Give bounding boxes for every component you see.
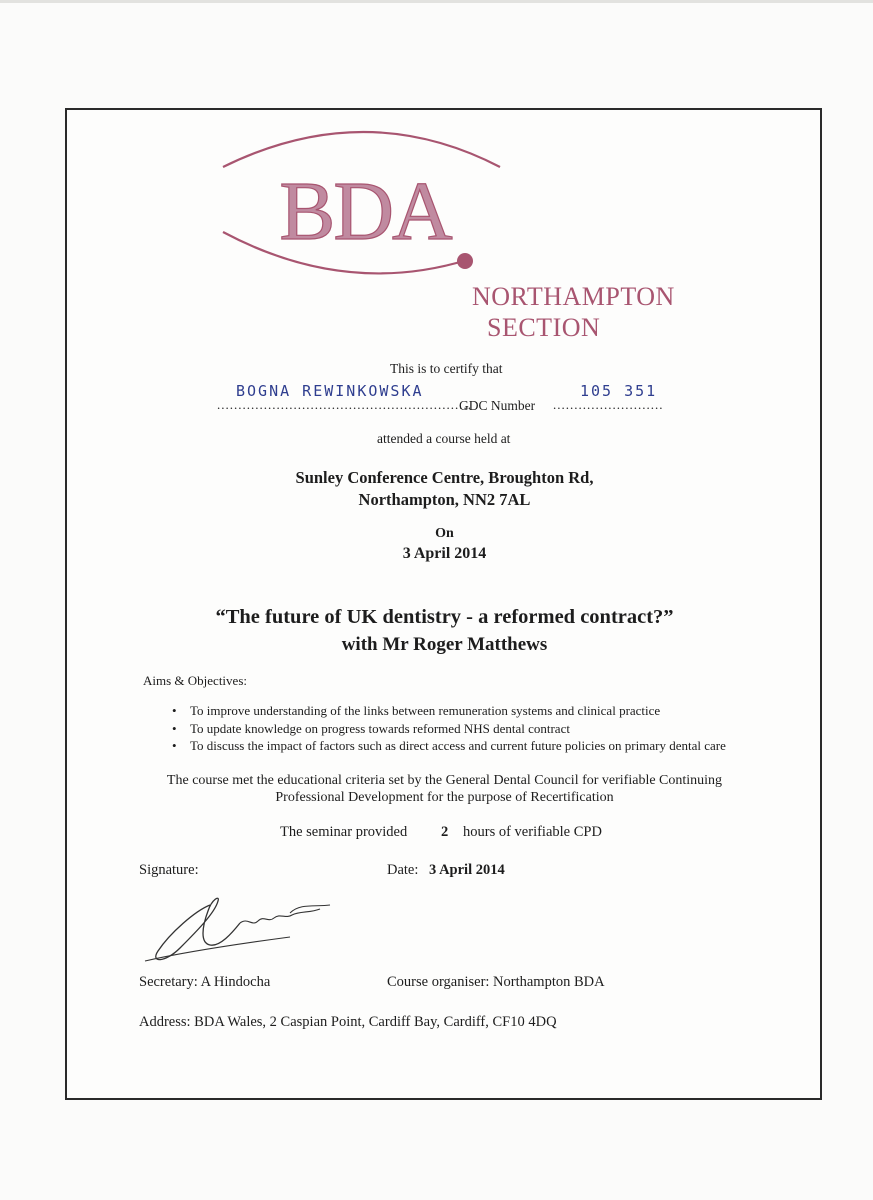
course-date: 3 April 2014 bbox=[402, 545, 487, 562]
scan-edge bbox=[0, 0, 873, 3]
secretary: Secretary: A Hindocha bbox=[139, 974, 271, 990]
aim-text: To update knowledge on progress towards reformed NHS dental contract bbox=[190, 720, 570, 736]
signature-label: Signature: bbox=[139, 862, 199, 878]
aims-heading: Aims & Objectives: bbox=[143, 673, 247, 688]
address: Address: BDA Wales, 2 Caspian Point, Cardiff Bay, Cardiff, CF10 4DQ bbox=[139, 1014, 557, 1030]
criteria-line-1: The course met the educational criteria set by the General Dental Council for verifiable Continuing bbox=[166, 773, 723, 788]
on-label: On bbox=[435, 526, 454, 541]
gdc-number-handwritten: 105 351 bbox=[580, 382, 658, 400]
aims-list bbox=[172, 702, 726, 755]
date-label: Date: bbox=[387, 862, 419, 878]
name-dotted-line: ............................................................ bbox=[217, 397, 472, 412]
criteria-line-2: Professional Development for the purpose of Recertification bbox=[275, 790, 614, 805]
course-title: “The future of UK dentistry - a reformed contract?” bbox=[215, 606, 674, 628]
date-value: 3 April 2014 bbox=[429, 862, 505, 878]
course-organiser: Course organiser: Northampton BDA bbox=[387, 974, 605, 990]
certify-text: This is to certify that bbox=[390, 361, 503, 376]
bullet: • bbox=[172, 703, 177, 718]
presenter: with Mr Roger Matthews bbox=[341, 634, 548, 655]
gdc-dotted-line: .......................... bbox=[553, 397, 664, 412]
logo-top-arc bbox=[223, 132, 500, 167]
cpd-prefix: The seminar provided bbox=[280, 824, 408, 840]
aim-text: To discuss the impact of factors such as direct access and current future policies on primary dental care bbox=[190, 738, 726, 753]
logo-northampton: NORTHAMPTON bbox=[472, 282, 675, 311]
gdc-label: GDC Number bbox=[459, 398, 536, 413]
venue-line-2: Northampton, NN2 7AL bbox=[358, 490, 531, 509]
handwritten-signature bbox=[140, 893, 350, 968]
bullet: • bbox=[172, 738, 177, 753]
attended-text: attended a course held at bbox=[377, 431, 511, 446]
aim-item bbox=[172, 737, 726, 755]
bullet: • bbox=[172, 720, 177, 736]
logo-section: SECTION bbox=[487, 313, 601, 342]
aim-item bbox=[172, 720, 726, 738]
participant-name-handwritten: BOGNA REWINKOWSKA bbox=[236, 382, 424, 400]
cpd-hours: 2 bbox=[441, 824, 449, 840]
aim-text: To improve understanding of the links between remuneration systems and clinical practice bbox=[190, 703, 661, 718]
aim-item bbox=[172, 702, 726, 720]
cpd-suffix: hours of verifiable CPD bbox=[463, 824, 602, 840]
venue-line-1: Sunley Conference Centre, Broughton Rd, bbox=[295, 468, 594, 487]
logo-letters: BDA bbox=[279, 165, 451, 258]
bda-logo bbox=[215, 122, 515, 292]
logo-dot bbox=[457, 253, 473, 269]
